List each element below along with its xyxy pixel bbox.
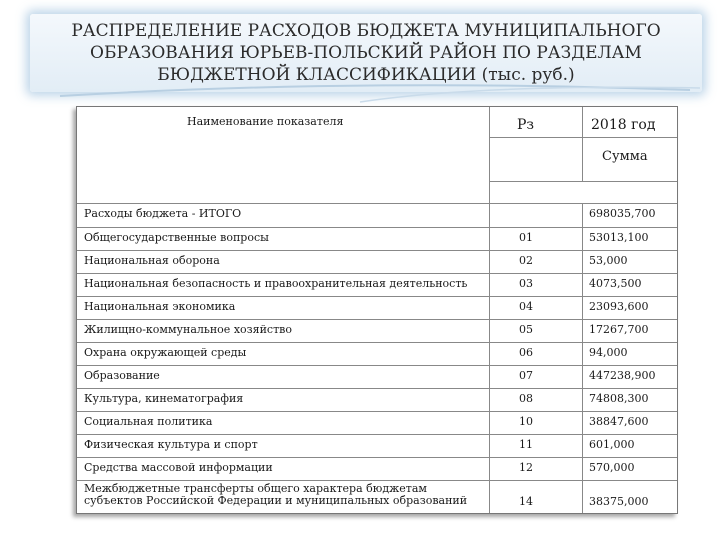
- row-amount: 94,000: [589, 346, 628, 359]
- row-divider: [489, 137, 677, 138]
- row-label: Национальная экономика: [84, 300, 236, 313]
- row-amount: 74808,300: [589, 392, 649, 405]
- column-divider: [582, 107, 583, 181]
- row-label: Физическая культура и спорт: [84, 438, 258, 451]
- row-amount: 38375,000: [589, 495, 649, 508]
- row-code: 05: [519, 323, 533, 336]
- row-divider: [77, 388, 677, 389]
- row-label: Социальная политика: [84, 415, 213, 428]
- row-code: 08: [519, 392, 533, 405]
- row-amount: 53013,100: [589, 231, 649, 244]
- row-divider: [77, 411, 677, 412]
- title-line-1: РАСПРЕДЕЛЕНИЕ РАСХОДОВ БЮДЖЕТА МУНИЦИПАЛЬНОГО: [71, 21, 661, 41]
- header-code: Рз: [517, 117, 535, 133]
- row-label: Национальная безопасность и правоохранительная деятельность: [84, 277, 468, 290]
- row-divider: [77, 250, 677, 251]
- row-divider: [77, 480, 677, 481]
- row-code: 03: [519, 277, 533, 290]
- row-amount: 23093,600: [589, 300, 649, 313]
- row-divider: [77, 227, 677, 228]
- row-label: Охрана окружающей среды: [84, 346, 247, 359]
- row-label: Общегосударственные вопросы: [84, 231, 269, 244]
- title-line-3: БЮДЖЕТНОЙ КЛАССИФИКАЦИИ (тыс. руб.): [157, 65, 575, 85]
- row-code: 07: [519, 369, 533, 382]
- page-title: [30, 20, 702, 86]
- row-code: 02: [519, 254, 533, 267]
- header-name: Наименование показателя: [187, 115, 344, 128]
- row-divider: [489, 181, 677, 182]
- row-amount: 17267,700: [589, 323, 649, 336]
- row-code: 11: [519, 438, 533, 451]
- row-amount: 4073,500: [589, 277, 642, 290]
- row-code: 10: [519, 415, 533, 428]
- row-label: Жилищно-коммунальное хозяйство: [84, 323, 292, 336]
- row-label: Культура, кинематография: [84, 392, 244, 405]
- row-amount: 570,000: [589, 461, 635, 474]
- row-amount: 447238,900: [589, 369, 656, 382]
- row-amount: 601,000: [589, 438, 635, 451]
- row-divider: [77, 457, 677, 458]
- row-divider: [77, 365, 677, 366]
- row-divider: [77, 319, 677, 320]
- row-amount: 53,000: [589, 254, 628, 267]
- row-code: 04: [519, 300, 533, 313]
- title-line-2: ОБРАЗОВАНИЯ ЮРЬЕВ-ПОЛЬСКИЙ РАЙОН ПО РАЗДЕЛАМ: [90, 43, 642, 63]
- header-year: 2018 год: [591, 117, 656, 133]
- row-divider: [77, 296, 677, 297]
- row-amount: 38847,600: [589, 415, 649, 428]
- row-label: Расходы бюджета - ИТОГО: [84, 207, 242, 220]
- row-label: Образование: [84, 369, 160, 382]
- budget-table: [76, 106, 678, 514]
- row-code: 01: [519, 231, 533, 244]
- row-amount: 698035,700: [589, 207, 656, 220]
- row-label: Межбюджетные трансферты общего характера бюджетам субъектов Российской Федерации и муниципальных образований: [84, 482, 468, 507]
- row-divider: [77, 203, 677, 204]
- row-code: 14: [519, 495, 533, 508]
- header-sum: Сумма: [602, 149, 648, 164]
- row-divider: [77, 342, 677, 343]
- row-label: Национальная оборона: [84, 254, 220, 267]
- row-divider: [77, 434, 677, 435]
- row-code: 06: [519, 346, 533, 359]
- row-divider: [77, 273, 677, 274]
- row-code: 12: [519, 461, 533, 474]
- row-label: Средства массовой информации: [84, 461, 273, 474]
- column-divider: [489, 107, 490, 513]
